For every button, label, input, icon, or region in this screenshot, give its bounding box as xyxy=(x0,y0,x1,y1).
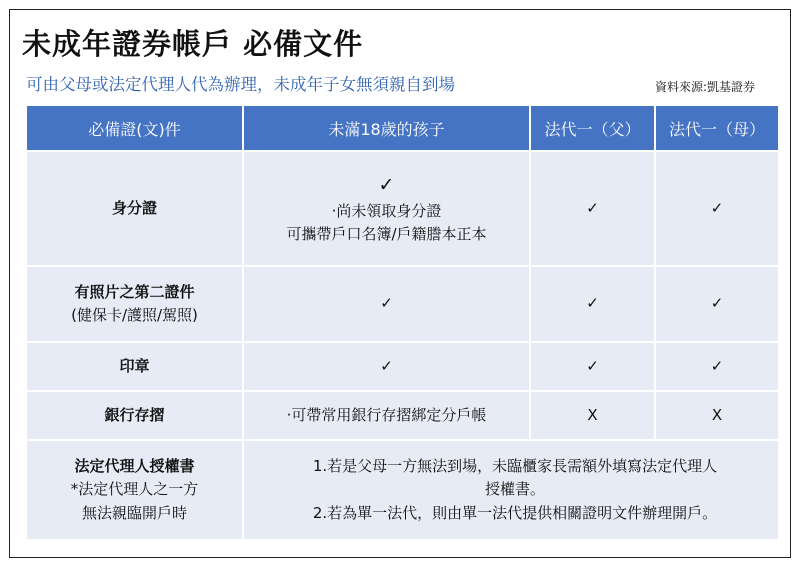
row-label: 銀行存摺 xyxy=(27,392,242,439)
source-note: 資料來源:凱基證券 xyxy=(655,80,756,94)
table-row-bankbook xyxy=(27,392,778,439)
desc-line2: 授權書。 xyxy=(484,480,545,499)
mother-check-icon: ✓ xyxy=(656,343,778,390)
page-title: 未成年證券帳戶 必備文件 xyxy=(22,27,364,61)
row-label-line3: 無法親臨開戶時 xyxy=(81,503,187,522)
table-row-seal xyxy=(27,343,778,390)
page-subtitle: 可由父母或法定代理人代為辦理，未成年子女無須親自到場 xyxy=(26,75,455,94)
authorization-description xyxy=(244,441,778,539)
header-child: 未滿18歲的孩子 xyxy=(244,106,529,150)
desc-line3: 2.若為單一法代，則由單一法代提供相關證明文件辦理開戶。 xyxy=(312,503,718,522)
header-documents: 必備證(文)件 xyxy=(27,106,242,150)
row-label-line1: 有照片之第二證件 xyxy=(74,282,195,301)
child-check-icon: ✓ xyxy=(244,343,529,390)
mother-check-icon: ✓ xyxy=(656,267,778,341)
header-mother: 法代一（母） xyxy=(656,106,778,150)
mother-x-mark: X xyxy=(656,392,778,439)
father-check-icon: ✓ xyxy=(531,267,654,341)
child-note-line2: 可攜帶戶口名簿/戶籍謄本正本 xyxy=(286,225,487,244)
check-icon: ✓ xyxy=(378,173,395,196)
father-x-mark: X xyxy=(531,392,654,439)
row-label: 身分證 xyxy=(27,152,242,265)
row-label: 印章 xyxy=(27,343,242,390)
header-father: 法代一（父） xyxy=(531,106,654,150)
table-header-row xyxy=(27,106,778,150)
father-check-icon: ✓ xyxy=(531,152,654,265)
documents-table xyxy=(25,104,780,541)
child-check-icon: ✓ xyxy=(244,267,529,341)
mother-check-icon: ✓ xyxy=(656,152,778,265)
table-row-id-card xyxy=(27,152,778,265)
child-note: ‧可帶常用銀行存摺綁定分戶帳 xyxy=(244,392,529,439)
row-label-line2: (健保卡/護照/駕照) xyxy=(71,306,198,324)
row-label xyxy=(27,267,242,341)
table-row-second-id xyxy=(27,267,778,341)
desc-line1: 1.若是父母一方無法到場，未臨櫃家長需額外填寫法定代理人 xyxy=(312,457,718,476)
row-label xyxy=(27,441,242,539)
father-check-icon: ✓ xyxy=(531,343,654,390)
child-note-line1: ‧尚未領取身分證 xyxy=(331,201,442,220)
table-row-authorization xyxy=(27,441,778,539)
row-label-line1: 法定代理人授權書 xyxy=(74,457,195,476)
child-cell xyxy=(244,152,529,265)
row-label-line2: *法定代理人之一方 xyxy=(70,480,199,499)
